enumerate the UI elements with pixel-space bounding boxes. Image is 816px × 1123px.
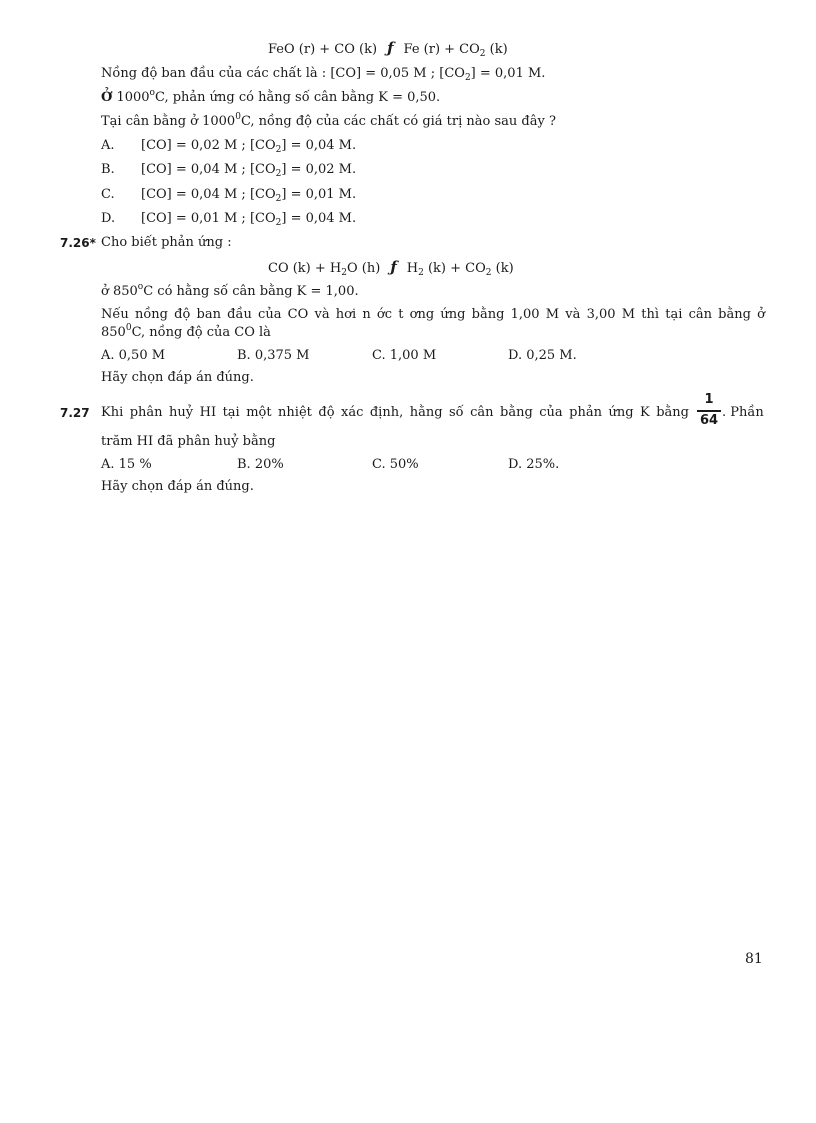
question-text-line-2: trăm HI đã phân huỷ bằng <box>101 434 276 449</box>
fraction-bar <box>697 410 721 412</box>
question-text: Khi phân huỷ HI tại một nhiệt độ xác định, hằng số cân bằng của phản ứng K bằng <box>101 405 689 420</box>
option-letter: D. <box>101 211 116 226</box>
answer-option-b: B. [CO] = 0,04 M ; $[CO_2] = 0,02$ M. <box>101 162 357 179</box>
question-text-end: . Phần <box>722 405 764 420</box>
fraction-numerator: 1 <box>704 392 714 407</box>
option-letter: A. <box>101 138 115 153</box>
answer-option-b: B. 0,375 M <box>237 348 310 363</box>
question-text: Tại cân bằng ở 1000$^0$C, nồng độ của các chất có giá trị nào sau đây ? <box>101 112 556 129</box>
instruction-text: Hãy chọn đáp án đúng. <box>101 479 254 494</box>
question-intro: Cho biết phản ứng : <box>101 235 232 250</box>
initial-concentration-line: Nồng độ ban đầu của các chất là : [CO] = 0,05 M ; $[CO_2] = 0,01$ M. <box>101 66 546 83</box>
temperature-condition-line: Ở 1000$^o$C, phản ứng có hằng số cân bằng K = 0,50. <box>101 88 441 105</box>
question-number-7-26: 7.26* <box>60 236 96 250</box>
answer-option-a: A. 0,50 M <box>101 348 166 363</box>
condition-line-1: Nếu nồng độ ban đầu của CO và hơi n ớc t ơng ứng bằng 1,00 M và 3,00 M thì tại cân bằng ở <box>101 307 765 322</box>
fraction-denominator: 64 <box>699 413 719 428</box>
instruction-text: Hãy chọn đáp án đúng. <box>101 370 254 385</box>
equilibrium-arrow-icon: ƒ <box>387 39 394 57</box>
answer-option-c: C. [CO] = 0,04 M ; $[CO_2] = 0,01$ M. <box>101 187 357 204</box>
answer-option-d: D. 25%. <box>508 457 560 472</box>
answer-option-a: A. [CO] = 0,02 M ; $[CO_2] = 0,04$ M. <box>101 138 357 155</box>
temperature-condition-line: ở 850$^o$C có hằng số cân bằng K = 1,00. <box>101 282 359 299</box>
equilibrium-arrow-icon: ƒ <box>390 258 397 276</box>
question-number-7-27: 7.27 <box>60 406 90 420</box>
answer-option-b: B. 20% <box>237 457 284 472</box>
equation-feo-co: FeO (r) + CO (k) ƒ Fe $(r) + CO_2$ (k) <box>268 39 508 59</box>
answer-option-a: A. 15 % <box>101 457 152 472</box>
condition-line-2: $850^0C$, nồng độ của CO là <box>101 323 271 340</box>
option-letter: B. <box>101 162 115 177</box>
answer-option-c: C. 50% <box>372 457 419 472</box>
answer-option-d: D. 0,25 M. <box>508 348 577 363</box>
page-number: 81 <box>745 951 763 967</box>
equation-co-h2o: CO $(k) + H_2O$ (h) ƒ $H_2$ $(k) + CO_2$ (k) <box>268 258 514 278</box>
answer-option-c: C. 1,00 M <box>372 348 437 363</box>
option-letter: C. <box>101 187 115 202</box>
answer-option-d: D. [CO] = 0,01 M ; $[CO_2] = 0,04$ M. <box>101 211 357 228</box>
